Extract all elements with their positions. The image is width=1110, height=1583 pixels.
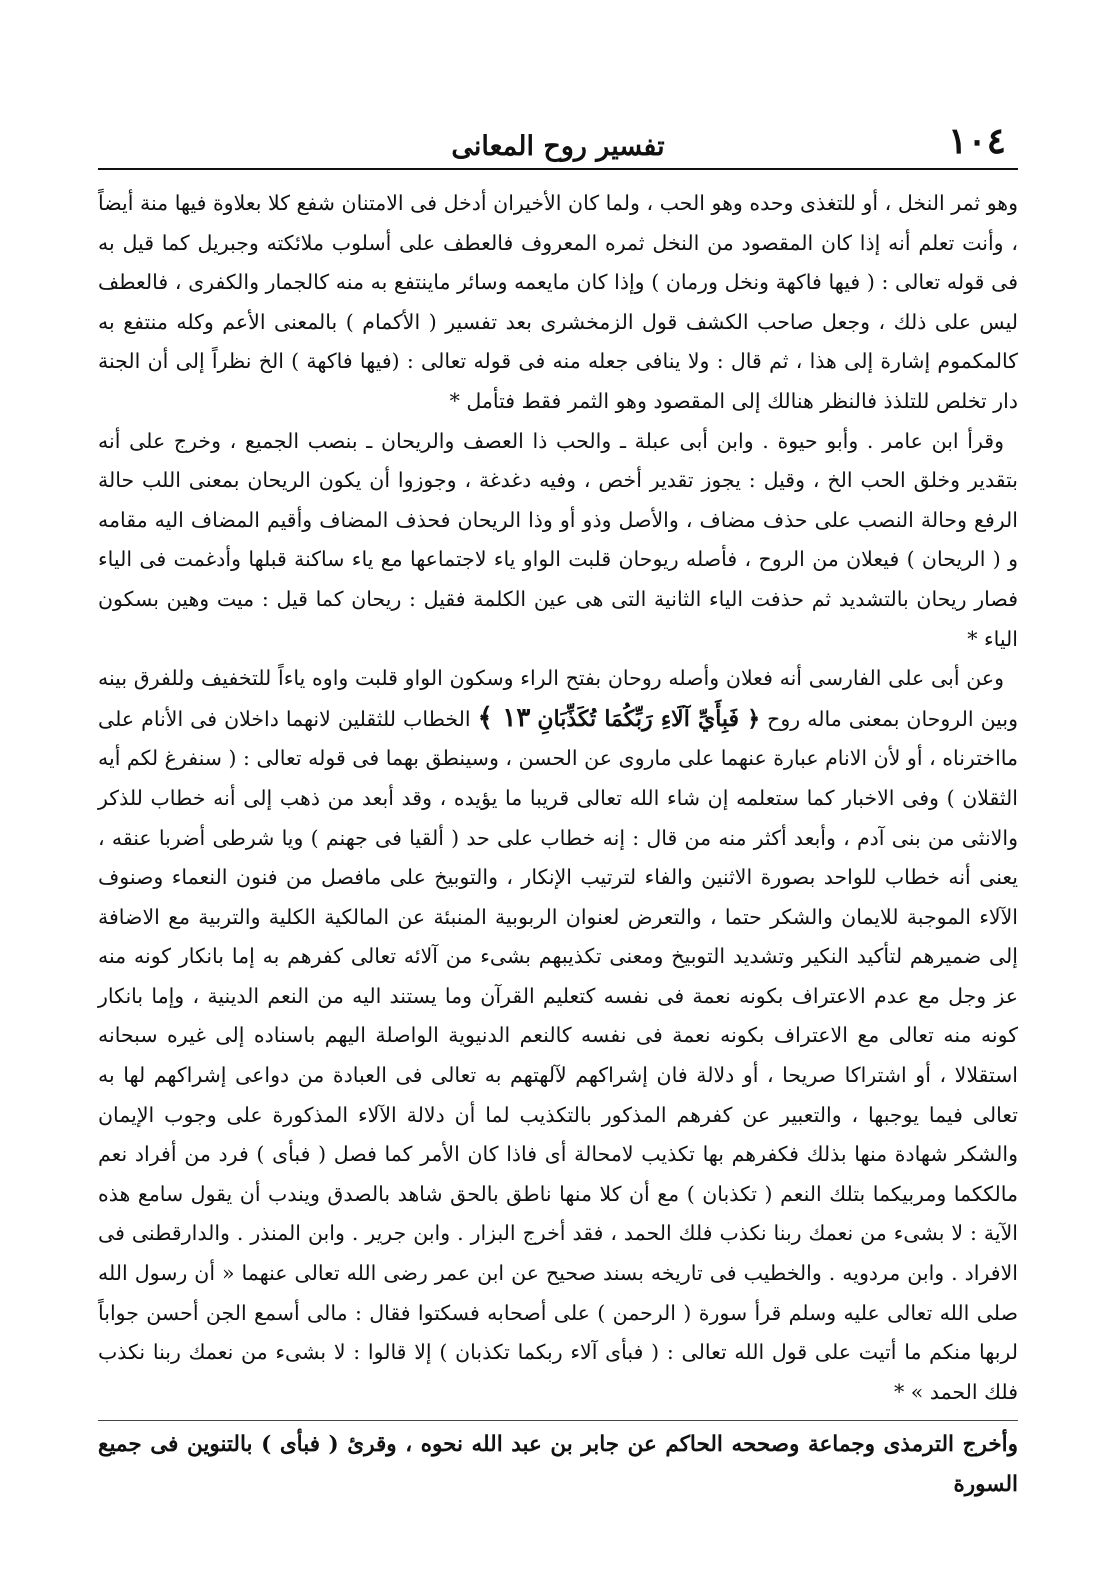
paragraph-4: وأخرج الترمذى وجماعة وصححه الحاكم عن جابر بن عبد الله نحوه ، وقرئ ( فبأى ) بالتنوين فى جميع السورة (98, 1432, 1018, 1498)
quranic-verse: ﴿ فَبِأَيِّ آلَاءِ رَبِّكُمَا تُكَذِّبَانِ (537, 705, 761, 732)
paragraph-3 (98, 659, 1018, 1412)
paragraph-2: وقرأ ابن عامر . وأبو حيوة . وابن أبى عبلة ـ والحب ذا العصف والريحان ـ بنصب الجميع ، وخرج على أنه بتقدير وخلق الحب الخ ، وقيل : يجوز تقدير أخص ، وفيه دغدغة ، وجوزوا أن يكون الريحان بمعنى اللب حالة الرفع وحالة النصب على حذف مضاف ، والأصل وذو أو وذا الريحان فحذف المضاف وأقيم المضاف اليه مقامه و ( الريحان ) فيعلان من الروح ، فأصله ريوحان قلبت الواو ياء لاجتماعها مع ياء ساكنة قبلها وأدغمت فى الياء فصار ريحان بالتشديد ثم حذفت الياء الثانية التى هى عين الكلمة فقيل : ريحان كما قيل : ميت وهين بسكون الياء * (98, 428, 1018, 651)
paragraph-3-commentary: الخطاب للثقلين لانهما داخلان فى الأنام على مااخترناه ، أو لأن الانام عبارة عنهما على ماروى عن الحسن ، وسينطق بهما فى قوله تعالى : ( سنفرغ لكم أيه الثقلان ) وفى الاخبار كما ستعلمه إن شاء الله تعالى قريبا ما يؤيده ، وقد أبعد من ذهب إلى أنه خطاب للذكر والانثى من بنى آدم ، وأبعد أكثر منه من قال : إنه خطاب على حد ( ألقيا فى جهنم ) ويا شرطى أضربا عنقه ، يعنى أنه خطاب للواحد بصورة الاثنين والفاء لترتيب الإنكار ، والتوبيخ على مافصل من فنون النعماء وصنوف الآلاء الموجبة للايمان والشكر حتما ، والتعرض لعنوان الربوبية المنبئة عن المالكية الكلية والتربية مع الاضافة إلى ضميرهم لتأكيد النكير وتشديد التوبيخ ومعنى تكذيبهم بشىء من آلائه تعالى كفرهم به إما بانكار كونه منه عز وجل مع عدم الاعتراف بكونه نعمة فى نفسه كتعليم القرآن وما يستند اليه من النعم الدينية ، وإما بانكار كونه منه تعالى مع الاعتراف بكونه نعمة فى نفسه كالنعم الدنيوية الواصلة اليهم باسناده إلى غيره سبحانه استقلالا ، أو اشتراكا صريحا ، أو دلالة فان إشراكهم لآلهتهم به تعالى فى العبادة من دواعى إشراكهم لها به تعالى فيما يوجبها ، والتعبير عن كفرهم المذكور بالتكذيب لما أن دلالة الآلاء المذكورة على وجوب الإيمان والشكر شهادة منها بذلك فكفرهم بها تكذيب لامحالة أى فاذا كان الأمر كما فصل ( فبأى ) فرد من أفراد نعم مالككما ومربيكما بتلك النعم ( تكذبان ) مع أن كلا منها ناطق بالحق شاهد بالصدق ويندب أن يقول سامع هذه الآية : لا بشىء من نعمك ربنا نكذب فلك الحمد ، فقد أخرج البزار . وابن جرير . وابن المنذر . والدارقطنى فى الافراد . وابن مردويه . والخطيب فى تاريخه بسند صحيح عن ابن عمر رضى الله تعالى عنهما « أن رسول الله صلى الله تعالى عليه وسلم قرأ سورة ( الرحمن ) على أصحابه فسكتوا فقال : مالى أسمع الجن أحسن جواباً لربها منكم ما أتيت على قول الله تعالى : ( فبأى آلاء ربكما تكذبان ) إلا قالوا : لا بشىء من نعمك ربنا نكذب فلك الحمد » * (98, 706, 1018, 1404)
page-number: ١٠٤ (947, 120, 1006, 162)
page-header (98, 118, 1018, 170)
paragraph-1: وهو ثمر النخل ، أو للتغذى وحده وهو الحب ، ولما كان الأخيران أدخل فى الامتنان شفع كلا بعلاوة فيها منة أيضاً ، وأنت تعلم أنه إذا كان المقصود من النخل ثمره المعروف فالعطف على أسلوب ملائكته وجبريل كما قيل به فى قوله تعالى : ( فيها فاكهة ونخل ورمان ) وإذا كان مايعمه وسائر ماينتفع به منه كالجمار والكفرى ، فالعطف ليس على ذلك ، وجعل صاحب الكشف قول الزمخشرى بعد تفسير ( الأكمام ) بالمعنى الأعم وكله منتفع به كالمكموم إشارة إلى هذا ، ثم قال : ولا ينافى جعله منه فى قوله تعالى : (فيها فاكهة ) الخ نظراً إلى أن الجنة دار تخلص للتلذذ فالنظر هنالك إلى المقصود وهو الثمر فقط فتأمل * (98, 191, 1019, 413)
commentary-text (98, 184, 1018, 1505)
section-divider (98, 1420, 1018, 1421)
running-title: تفسير روح المعانى (451, 131, 665, 162)
paragraph-3-intro: وعن أبى على الفارسى أنه فعلان وأصله روحان بفتح الراء وسكون الواو قلبت واوه ياءاً للتخفيف وللفرق بينه وبين الروحان بمعنى ماله روح (98, 666, 1018, 731)
verse-number: ١٣ ﴾ (477, 702, 531, 733)
